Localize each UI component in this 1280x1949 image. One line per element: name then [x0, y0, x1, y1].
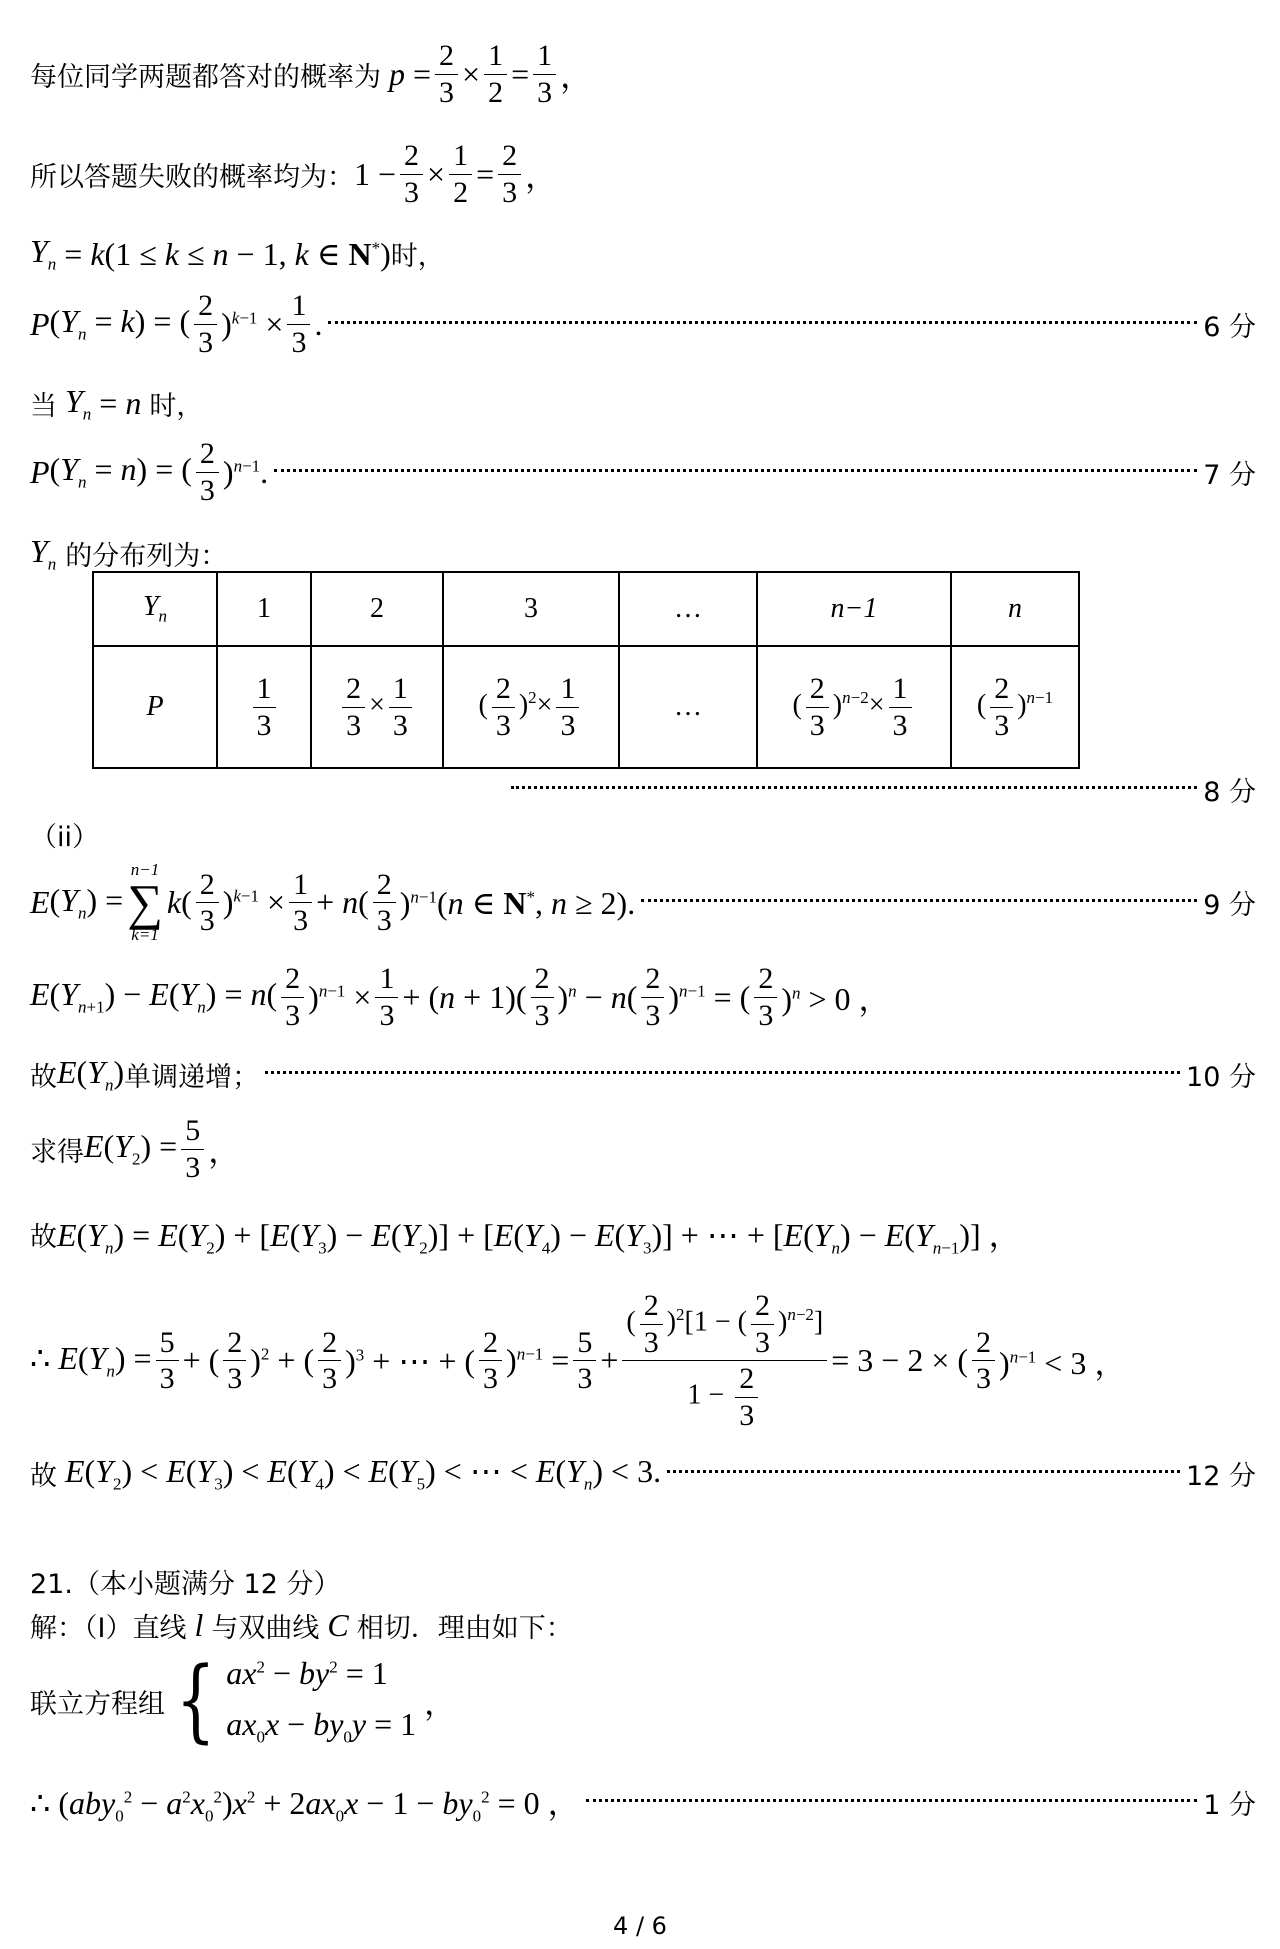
fraction: $\frac{2}{3}$	[641, 963, 664, 1031]
text: （ii）	[30, 822, 100, 853]
line-when-yn-n	[30, 383, 1256, 424]
fraction: $\frac{2}{3}$	[479, 1327, 502, 1395]
math: =	[405, 55, 432, 92]
table-row	[93, 646, 1079, 768]
line-prob-fail	[30, 140, 1256, 208]
table-cell: n−1	[757, 572, 951, 646]
math: )$^{n-1}$ < 3 ，	[999, 1344, 1127, 1381]
text: 当	[30, 391, 57, 423]
math: = 3 − 2 × (	[831, 1342, 969, 1378]
leader-dots	[265, 1071, 1180, 1074]
text: 的分布列为：	[65, 541, 228, 573]
score-label: 9 分	[1203, 890, 1256, 921]
table-cell: 3	[443, 572, 619, 646]
text: 与双曲线	[211, 1613, 320, 1644]
math: P	[30, 305, 50, 342]
fraction: $\frac{1}{3}$	[287, 290, 310, 358]
score-label: 12 分	[1186, 1460, 1256, 1492]
score-label: 1 分	[1203, 1789, 1256, 1821]
math: ∴ $E(Y_n)$ =	[30, 1340, 152, 1381]
math: ×	[462, 55, 481, 92]
leader-dots	[667, 1470, 1180, 1473]
math: $(Y_n = n)$ = (	[49, 451, 192, 492]
summation: n−1 ∑ k=1	[127, 860, 163, 944]
math: $E(Y_2) < E(Y_3) < E(Y_4) < E(Y_5)$ < ⋯ < $E(Y_n) < 3$.	[65, 1453, 662, 1494]
math: )$^{n-1}$ = (	[668, 978, 751, 1015]
table-cell: …	[619, 646, 757, 768]
math: $E(Y_{n+1}) - E(Y_n) = n$(	[30, 976, 278, 1017]
math: )$^{n-1}$.	[222, 453, 269, 490]
fraction: $\frac{2}{3}$	[223, 1327, 246, 1395]
math: = k(1 ≤ k ≤ n − 1, k ∈ N*)	[56, 235, 391, 272]
math: )$^{k-1}$ ×	[221, 305, 284, 342]
math: +	[600, 1342, 619, 1378]
text: 求得	[30, 1136, 84, 1168]
math: (	[181, 884, 192, 920]
fraction: $\frac{2}{3}$	[435, 40, 458, 108]
table-cell: 1	[217, 572, 311, 646]
leader-dots	[511, 786, 1197, 789]
line-geometric-series	[30, 1290, 1256, 1431]
score-label: 10 分	[1186, 1062, 1256, 1094]
line-equation-system	[30, 1648, 1256, 1754]
math: =	[511, 55, 530, 92]
math: )$^{n-1}$ ×	[308, 978, 372, 1015]
table-cell: 2	[311, 572, 443, 646]
math: + (n + 1)(	[402, 978, 527, 1015]
table-cell: $Y_n$	[93, 572, 217, 646]
math: $E(Y_n)$	[57, 1054, 125, 1095]
fraction: $\frac{2}{3}$	[281, 963, 304, 1031]
fraction: $\frac{1}{2}$	[449, 140, 472, 208]
math: ，	[208, 1133, 241, 1169]
line-p-yn-k	[30, 290, 1256, 358]
table-cell: ( $\frac{2}{3}$ )$^2$× $\frac{1}{3}$	[443, 646, 619, 768]
math: )$^n$ − n(	[557, 978, 638, 1015]
table-header-row	[93, 572, 1079, 646]
line-expectation-sum	[30, 860, 1256, 945]
line-p-yn-n	[30, 438, 1256, 506]
math: k	[166, 884, 182, 920]
score-label: 7 分	[1203, 459, 1256, 491]
fraction: $\frac{1}{2}$	[484, 40, 507, 108]
question-21-solution-start	[30, 1606, 1256, 1645]
math: ∴ $(aby_0^2 - a^2x_0^2)x^2 + 2ax_0x - 1 - by_0^2 = 0$ ，	[30, 1785, 580, 1826]
leader-dots	[274, 469, 1197, 472]
math: $E(Y_2)$ =	[84, 1128, 178, 1169]
table-cell: ( $\frac{2}{3}$ )$^{n-2}$× $\frac{1}{3}$	[757, 646, 951, 768]
table-cell: ( $\frac{2}{3}$ )$^{n-1}$	[951, 646, 1079, 768]
math: $E(Y_n) = E(Y_2) + [E(Y_3) - E(Y_2)] + [E(Y_4) - E(Y_3)]$ + ⋯ + $[E(Y_n) - E(Y_{n-1})]$ ，	[57, 1217, 1021, 1258]
line-ey2	[30, 1115, 1256, 1183]
table-cell: $\frac{1}{3}$	[217, 646, 311, 768]
math: $Y_n$	[57, 383, 92, 424]
table-cell: $\frac{2}{3}$ × $\frac{1}{3}$	[311, 646, 443, 768]
math: )$^{n-1}$ =	[506, 1342, 570, 1378]
text: 解：（I）直线	[30, 1613, 187, 1644]
equation-rows: $ax^2 - by^2 = 1$ $ax_0x - by_0y = 1$	[226, 1655, 417, 1747]
text: 故	[30, 1460, 57, 1492]
text: 单调递增；	[124, 1062, 260, 1094]
line-telescoping	[30, 1210, 1256, 1258]
math: ，	[560, 58, 593, 94]
math: l	[186, 1607, 212, 1643]
fraction: $\frac{1}{3}$	[533, 40, 556, 108]
score-label: 8 分	[1203, 777, 1256, 808]
fraction: $\frac{2}{3}$	[400, 140, 423, 208]
fraction: $\frac{2}{3}$	[194, 290, 217, 358]
text: 时，	[390, 241, 445, 273]
line-distribution-intro	[30, 533, 1256, 574]
line-part-ii	[30, 815, 1256, 854]
fraction: $\frac{2}{3}$	[196, 869, 219, 937]
math: .	[314, 305, 323, 342]
question-21-title	[30, 1562, 1256, 1601]
fraction: $\frac{2}{3}$	[498, 140, 521, 208]
math: 1 −	[354, 155, 397, 192]
math: p	[381, 55, 405, 92]
math: =	[476, 155, 495, 192]
text: 故	[30, 1221, 57, 1253]
math: C	[319, 1607, 357, 1643]
math: )$^n$ > 0 ，	[781, 981, 891, 1017]
math: ，	[416, 1685, 457, 1722]
score-label: 6 分	[1203, 311, 1256, 343]
text: 每位同学两题都答对的概率为	[30, 61, 381, 93]
brace: {	[175, 1648, 216, 1754]
fraction: $\frac{1}{3}$	[375, 963, 398, 1031]
line-yn-range	[30, 233, 1256, 274]
fraction: $\frac{2}{3}$	[972, 1327, 995, 1395]
math: E	[30, 884, 50, 920]
math: + n(	[316, 884, 369, 920]
text: 联立方程组	[30, 1688, 165, 1720]
math: ，	[525, 158, 558, 194]
math: P	[30, 453, 50, 490]
table-cell: P	[93, 646, 217, 768]
fraction: $\frac{2}{3}$	[373, 869, 396, 937]
text: 相切．理由如下：	[356, 1613, 573, 1644]
leader-dots	[641, 899, 1197, 902]
math: )$^3$ + ⋯ + (	[345, 1342, 476, 1379]
text: 故	[30, 1062, 57, 1094]
line-final-inequality	[30, 1452, 1256, 1494]
text: 所以答题失败的概率均为：	[30, 161, 354, 193]
math: $(Y_n = k)$ = (	[49, 303, 191, 344]
math: $Y_n$	[30, 533, 57, 574]
math: )$^{n-1}$(n ∈ N*, n ≥ 2).	[399, 884, 636, 921]
line-score-8	[505, 770, 1256, 809]
math: )$^2$ + (	[250, 1342, 315, 1378]
fraction: $\frac{5}{3}$	[181, 1115, 204, 1183]
page-number: 4 / 6	[613, 1912, 667, 1940]
table-cell: n	[951, 572, 1079, 646]
math: + (	[182, 1342, 220, 1378]
fraction: $\frac{1}{3}$	[289, 869, 312, 937]
line-expectation-difference	[30, 963, 1256, 1031]
math: $Y_n$	[30, 233, 57, 274]
math: = n	[91, 385, 142, 422]
distribution-table	[92, 571, 1080, 769]
text: 时，	[149, 391, 204, 423]
fraction: $\frac{5}{3}$	[573, 1327, 596, 1395]
leader-dots	[586, 1799, 1198, 1802]
math: )$^{k-1}$ ×	[222, 884, 286, 920]
compound-fraction: ( $\frac{2}{3}$ )$^2$[1 − ( $\frac{2}{3}$ )$^{n-2}$] 1 − $\frac{2}{3}$	[622, 1290, 827, 1431]
fraction: $\frac{5}{3}$	[156, 1327, 179, 1395]
line-monotone	[30, 1054, 1256, 1095]
leader-dots	[328, 321, 1197, 324]
line-prob-both-correct	[30, 40, 1256, 108]
table-cell: …	[619, 572, 757, 646]
text: 21.（本小题满分 12 分）	[30, 1569, 341, 1600]
fraction: $\frac{2}{3}$	[318, 1327, 341, 1395]
fraction: $\frac{2}{3}$	[531, 963, 554, 1031]
fraction: $\frac{2}{3}$	[754, 963, 777, 1031]
math: $(Y_n)$ =	[49, 881, 124, 923]
fraction: $\frac{2}{3}$	[196, 438, 219, 506]
math: ×	[427, 155, 446, 192]
line-quadratic	[30, 1778, 1256, 1826]
